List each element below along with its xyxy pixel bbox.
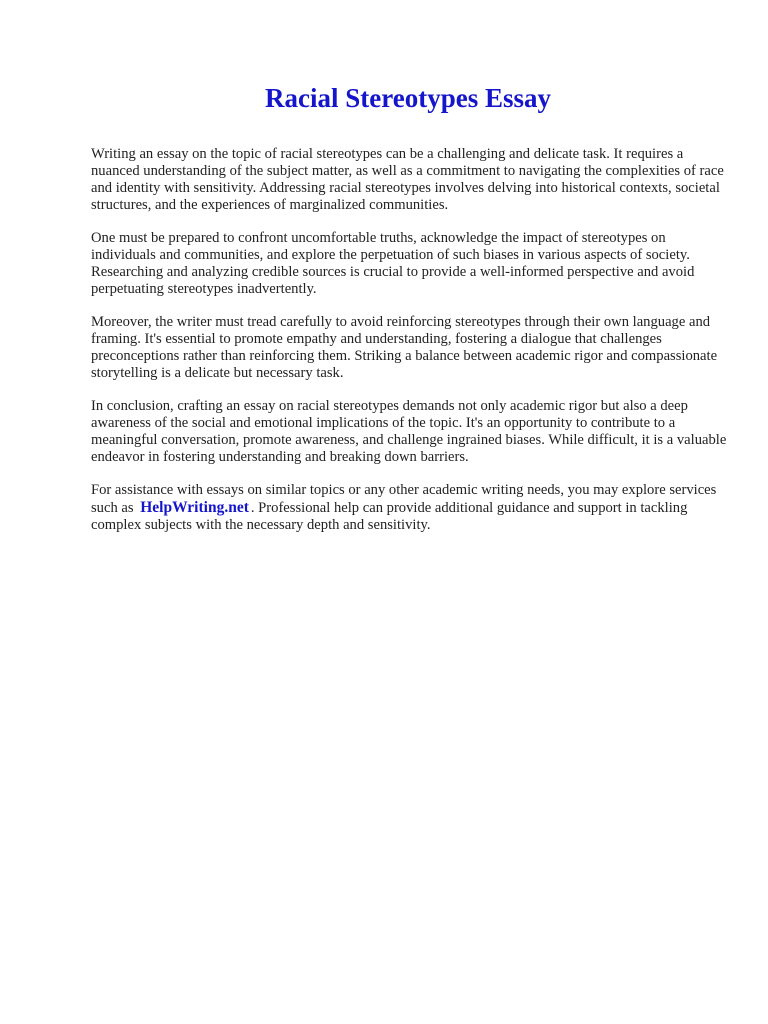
document-body xyxy=(91,146,731,550)
document-title: Racial Stereotypes Essay xyxy=(265,83,551,113)
paragraph-5-intro: For assistance with essays on similar topics or any other academic writing needs, you may explore services such as xyxy=(91,482,717,516)
paragraph-5 xyxy=(91,482,731,534)
paragraph-3: Moreover, the writer must tread carefully to avoid reinforcing stereotypes through their own language and framing. It's essential to promote empathy and understanding, fostering a dialogue that challenges preconceptions rather than reinforcing them. Striking a balance between academic rigor and compassionate storytelling is a delicate but necessary task. xyxy=(91,314,718,381)
helpwriting-link[interactable]: HelpWriting.net xyxy=(140,499,249,516)
paragraph-5-outro: . Professional help can provide additional guidance and support in tackling complex subjects with the necessary depth and sensitivity. xyxy=(91,500,688,533)
paragraph-2: One must be prepared to confront uncomfortable truths, acknowledge the impact of stereotypes on individuals and communities, and explore the perpetuation of such biases in various aspects of society. Researching and analyzing credible sources is crucial to provide a well-informed perspective and avoid perpetuating stereotypes inadvertently. xyxy=(91,230,695,297)
paragraph-1: Writing an essay on the topic of racial stereotypes can be a challenging and delicate task. It requires a nuanced understanding of the subject matter, as well as a commitment to navigating the complexities of race and identity with sensitivity. Addressing racial stereotypes involves delving into historical contexts, societal structures, and the experiences of marginalized communities. xyxy=(91,146,724,213)
paragraph-4: In conclusion, crafting an essay on racial stereotypes demands not only academic rigor but also a deep awareness of the social and emotional implications of the topic. It's an opportunity to contribute to a meaningful conversation, promote awareness, and challenge ingrained biases. While difficult, it is a valuable endeavor in fostering understanding and breaking down barriers. xyxy=(91,398,727,465)
